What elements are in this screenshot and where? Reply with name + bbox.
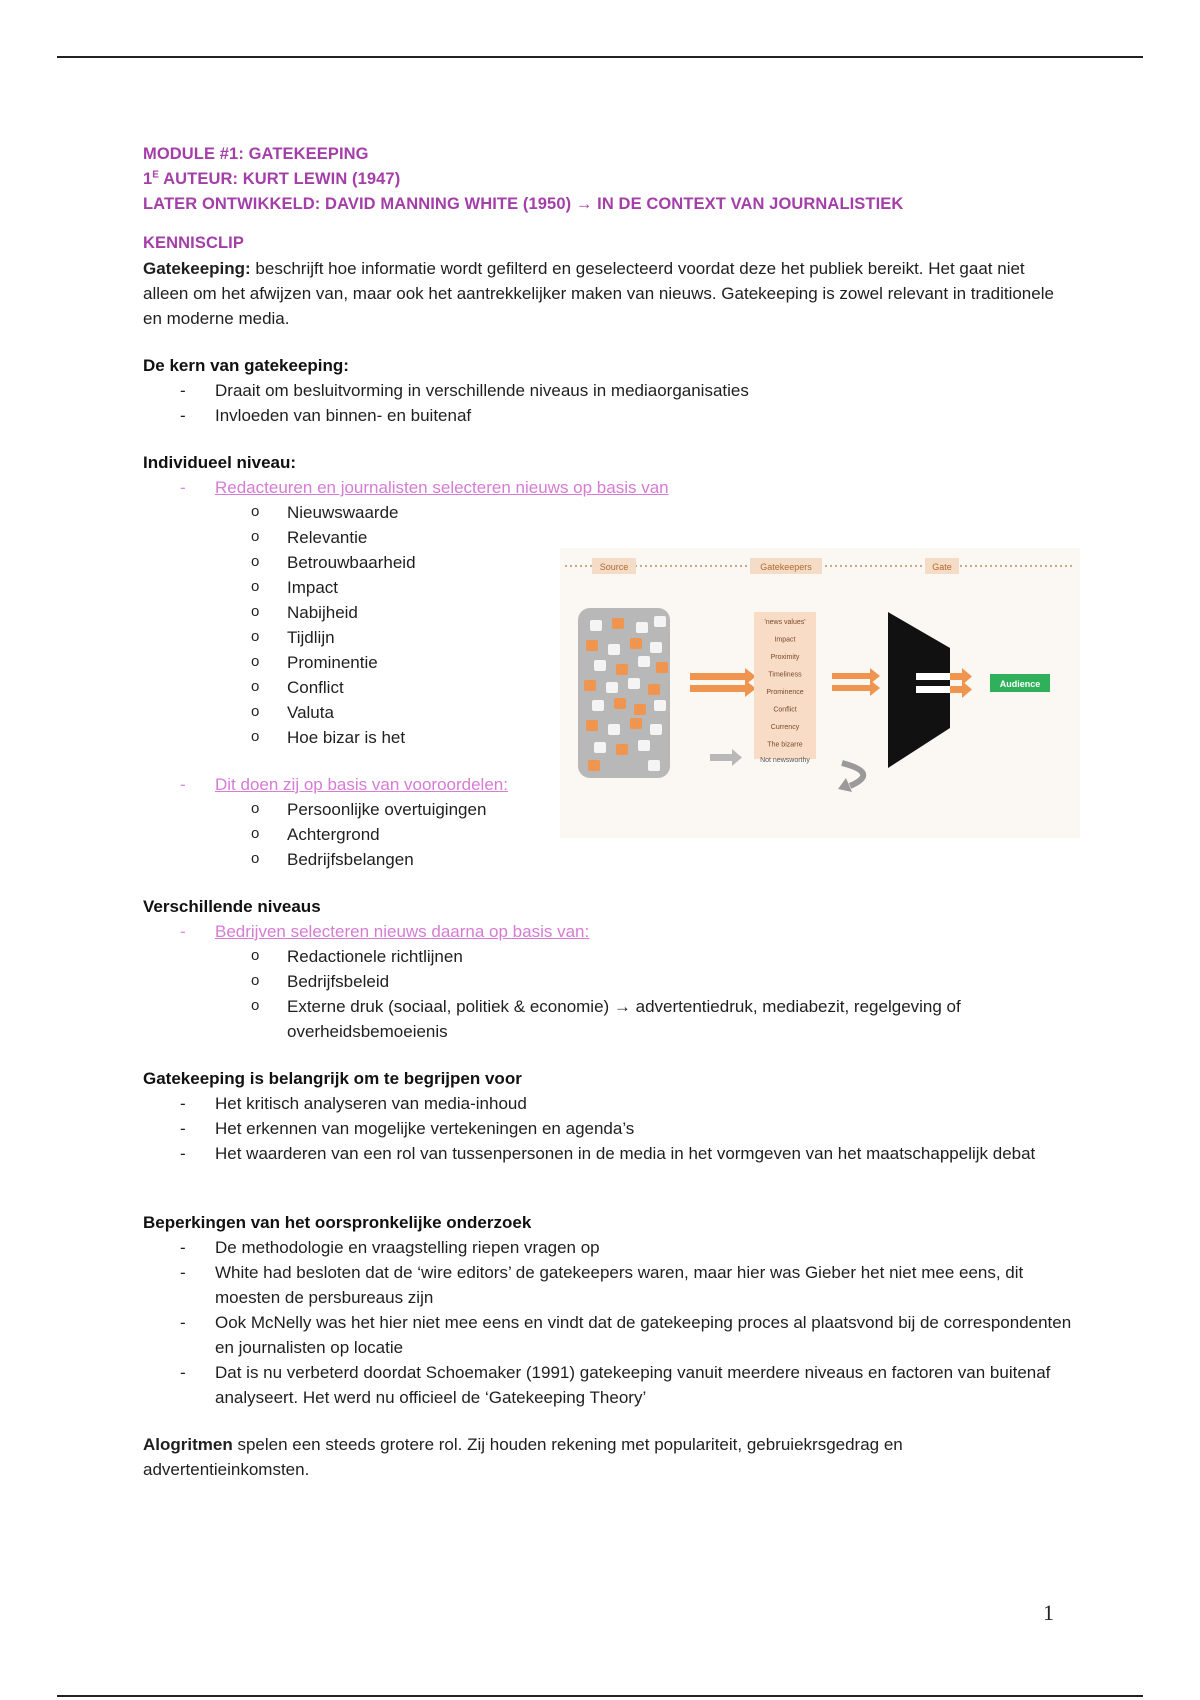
niveaus-list [143,944,1073,1044]
gatekeeping-diagram [560,548,1080,838]
source-item-square [584,680,596,691]
module-title: MODULE #1: GATEKEEPING [143,145,369,163]
list-item: o Redactionele richtlijnen [143,944,1073,969]
algoritmen-paragraph: Alogritmen spelen een steeds grotere rol. Zij houden rekening met populariteit, gebruiekrsgedrag en advertentieinkomsten. [143,1435,903,1479]
news-value-item: Timeliness [768,671,802,679]
news-value-item: 'news values' [764,619,806,626]
belangrijk-title: Gatekeeping is belangrijk om te begrijpen voor [143,1069,522,1088]
audience-label: Audience [999,679,1041,689]
list-item: o Conflict [143,675,1073,700]
list-item: - Het kritisch analyseren van media-inhoud [143,1091,1073,1116]
source-item-square [636,622,648,633]
bedrijven-link[interactable]: Bedrijven selecteren nieuws daarna op basis van: [215,922,590,941]
list-item: o Nieuwswaarde [143,500,1073,525]
source-item-square [608,644,620,655]
list-item: - Invloeden van binnen- en buitenaf [143,403,1073,428]
source-item-square [638,656,650,667]
list-item: - Dat is nu verbeterd doordat Schoemaker (1991) gatekeeping vanuit meerdere niveaus en factoren van buitenaf analyseert. Het werd nu officieel de ‘Gatekeeping Theory’ [143,1360,1073,1410]
list-item: o Persoonlijke overtuigingen [143,797,1073,822]
vooroordelen-link[interactable]: Dit doen zij op basis van vooroordelen: [215,775,508,794]
bottom-rule [57,1695,1143,1697]
diagram-svg [560,548,1080,838]
news-value-item: Impact [774,636,796,644]
news-value-item: Conflict [773,706,797,714]
first-author: $1^E$ AUTEUR: KURT LEWIN (1947) [143,169,401,188]
list-item: o Achtergrond [143,822,1073,847]
beperkingen-list [143,1235,1073,1410]
belangrijk-list [143,1091,1073,1166]
list-item: o Externe druk (sociaal, politiek & economie) → advertentiedruk, mediabezit, regelgeving of overheidsbemoeienis [143,994,1073,1044]
source-item-square [638,740,650,751]
source-item-square [608,724,620,735]
list-item: - Het erkennen van mogelijke vertekeningen en agenda’s [143,1116,1073,1141]
source-item-square [648,760,660,771]
source-item-square [628,678,640,689]
selection-link[interactable]: Redacteuren en journalisten selecteren nieuws op basis van [215,478,669,497]
niveaus-title: Verschillende niveaus [143,897,321,916]
kennisclip-title: KENNISCLIP [143,234,244,252]
list-item: - De methodologie en vraagstelling riepen vragen op [143,1235,1073,1260]
source-item-square [654,616,666,627]
input-arrows [690,668,756,697]
source-item-square [654,700,666,711]
kern-title: De kern van gatekeeping: [143,356,349,375]
source-item-square [612,618,624,629]
later-developed: LATER ONTWIKKELD: DAVID MANNING WHITE (1950) → IN DE CONTEXT VAN JOURNALISTIEK [143,195,904,213]
list-item: o Prominentie [143,650,1073,675]
source-item-square [634,704,646,715]
source-item-square [592,700,604,711]
source-item-square [648,684,660,695]
source-item-square [594,660,606,671]
individueel-title: Individueel niveau: [143,453,297,472]
source-item-square [630,718,642,729]
list-item: - Ook McNelly was het hier niet mee eens en vindt dat de gatekeeping proces al plaatsvond bij de correspondenten en journalisten op locatie [143,1310,1073,1360]
news-value-item: Prominence [766,689,804,696]
news-value-item: Proximity [770,654,800,661]
kern-list [143,378,1073,428]
source-item-square [656,662,668,673]
list-item: o Bedrijfsbelangen [143,847,1073,872]
list-item: - White had besloten dat de ‘wire editors’ de gatekeepers waren, maar hier was Gieber het niet mee eens, dit moesten de persbureaus zijn [143,1260,1073,1310]
source-item-square [590,620,602,631]
source-item-square [586,720,598,731]
source-item-square [594,742,606,753]
top-rule [57,56,1143,58]
gatekeeper-arrows [832,668,880,696]
list-item: o Bedrijfsbeleid [143,969,1073,994]
not-newsworthy-label: Not newsworthy [760,757,810,764]
news-value-item: Currency [770,724,800,731]
source-item-square [606,682,618,693]
news-values-box [754,612,816,759]
list-item: o Impact [143,575,1073,600]
list-item: - Draait om besluitvorming in verschillende niveaus in mediaorganisaties [143,378,1073,403]
source-item-square [616,744,628,755]
gatekeeping-definition: Gatekeeping: beschrijft hoe informatie wordt gefilterd en geselecteerd voordat deze het publiek bereikt. Het gaat niet alleen om het afwijzen van, maar ook het aantrekkelijker maken van nieuws. Gatekeeping is zowel relevant in traditionele en moderne media. [143,259,1054,328]
source-item-square [650,642,662,653]
source-item-square [614,698,626,709]
source-item-square [630,638,642,649]
beperkingen-title: Beperkingen van het oorspronkelijke onderzoek [143,1213,532,1232]
niveaus-link-item [143,919,1073,944]
list-item: - Het waarderen van een rol van tussenpersonen in de media in het vormgeven van het maatschappelijk debat [143,1141,1073,1166]
list-item: o Relevantie [143,525,1073,550]
source-item-square [650,724,662,735]
source-item-square [586,640,598,651]
list-item: o Nabijheid [143,600,1073,625]
gate-label: Gate [932,562,952,572]
list-item: o Valuta [143,700,1073,725]
list-item: o Betrouwbaarheid [143,550,1073,575]
individueel-link-item [143,475,1073,500]
page-number: 1 [1043,1600,1054,1625]
list-item: o Tijdlijn [143,625,1073,650]
not-newsworthy-arrow [710,749,742,766]
source-item-square [616,664,628,675]
source-item-square [588,760,600,771]
news-value-item: The bizarre [767,741,803,749]
gatekeepers-label: Gatekeepers [760,562,812,572]
source-label: Source [599,562,629,572]
list-item: o Hoe bizar is het [143,725,1073,750]
